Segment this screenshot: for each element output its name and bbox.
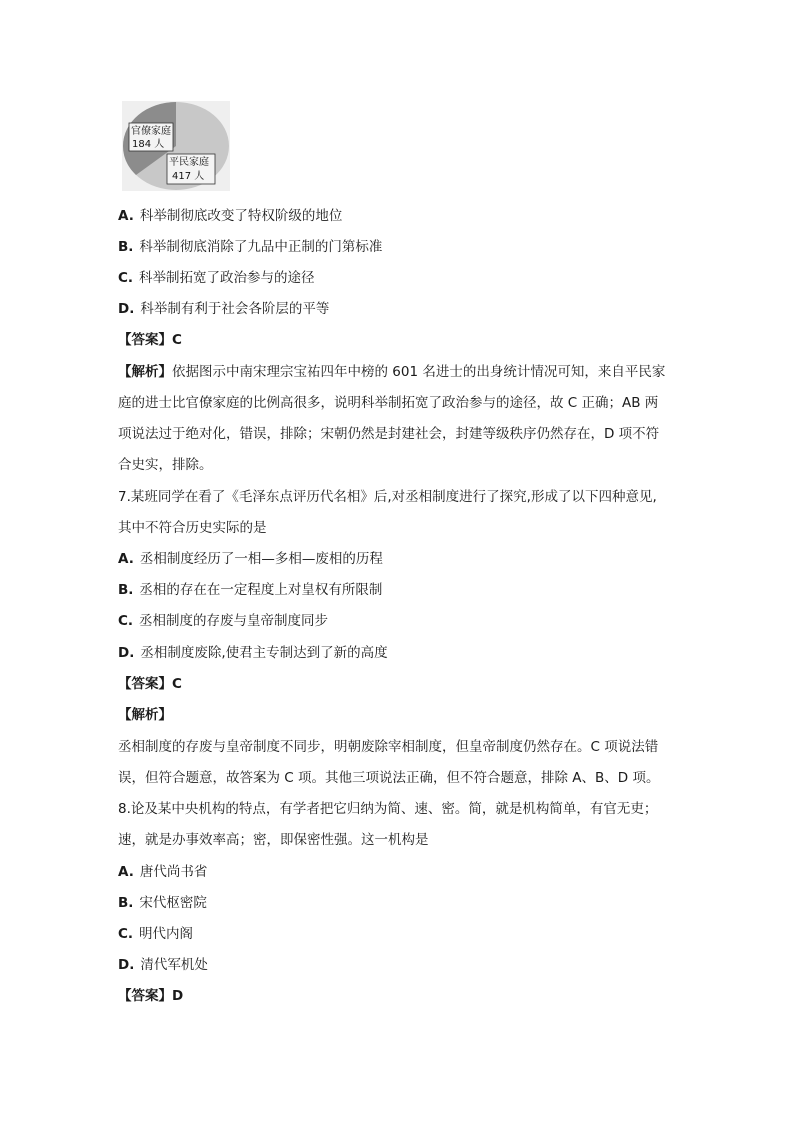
q8-option-d <box>118 955 208 975</box>
option-text: 丞相的存在在一定程度上对皇权有所限制 <box>139 582 383 598</box>
commoner-label: 平民家庭 <box>169 157 209 168</box>
q6-analysis-line-4: 合史实，排除。 <box>118 457 213 473</box>
answer-label: 【答案】 <box>118 988 172 1004</box>
q7-analysis-line-1: 丞相制度的存废与皇帝制度不同步，明朝废除宰相制度，但皇帝制度仍然存在。C 项说法错 <box>118 739 659 755</box>
answer-label: 【答案】 <box>118 676 172 692</box>
answer-value: C <box>172 332 182 348</box>
option-text: 科举制彻底改变了特权阶级的地位 <box>139 208 343 224</box>
option-letter: B. <box>118 239 134 255</box>
option-text: 清代军机处 <box>140 957 208 973</box>
option-letter: A. <box>118 864 134 880</box>
option-text: 丞相制度废除,使君主专制达到了新的高度 <box>140 645 388 661</box>
q7-option-a <box>118 549 383 569</box>
official-count: 184 人 <box>132 139 165 150</box>
q6-option-a <box>118 206 342 226</box>
option-text: 丞相制度的存废与皇帝制度同步 <box>139 613 329 629</box>
q6-analysis-line-2: 庭的进士比官僚家庭的比例高很多，说明科举制拓宽了政治参与的途径，故 C 正确；AB 两 <box>118 395 659 411</box>
q8-option-c <box>118 924 193 944</box>
option-letter: C. <box>118 926 134 942</box>
option-letter: A. <box>118 551 134 567</box>
q6-analysis-line-3: 项说法过于绝对化，错误，排除；宋朝仍然是封建社会，封建等级秩序仍然存在，D 项不符 <box>118 426 660 442</box>
option-letter: C. <box>118 270 134 286</box>
option-text: 唐代尚书省 <box>139 864 208 880</box>
option-text: 科举制拓宽了政治参与的途径 <box>139 270 315 286</box>
option-letter: B. <box>118 582 134 598</box>
q7-answer <box>118 674 182 694</box>
option-text: 明代内阁 <box>139 926 194 942</box>
commoner-count: 417 人 <box>172 171 205 182</box>
q6-option-c <box>118 268 315 288</box>
q7-option-d <box>118 643 388 663</box>
option-letter: D. <box>118 645 135 661</box>
official-label: 官僚家庭 <box>131 126 171 137</box>
q8-answer <box>118 986 183 1006</box>
option-letter: C. <box>118 613 134 629</box>
q6-analysis-line-1 <box>118 362 665 382</box>
option-letter: D. <box>118 301 135 317</box>
analysis-label: 【解析】 <box>118 364 172 380</box>
q7-stem-line-1: 7.某班同学在看了《毛泽东点评历代名相》后,对丞相制度进行了探究,形成了以下四种意见, <box>118 489 657 505</box>
q7-analysis-line-2: 误，但符合题意，故答案为 C 项。其他三项说法正确，但不符合题意，排除 A、B、D 项。 <box>118 770 660 786</box>
option-text: 宋代枢密院 <box>139 895 207 911</box>
option-text: 科举制彻底消除了九品中正制的门第标准 <box>139 239 383 255</box>
q7-option-b <box>118 580 382 600</box>
option-letter: D. <box>118 957 135 973</box>
q6-option-b <box>118 237 382 257</box>
q6-option-d <box>118 299 329 319</box>
q8-option-a <box>118 862 207 882</box>
q7-option-c <box>118 611 328 631</box>
answer-label: 【答案】 <box>118 332 172 348</box>
q8-stem-line-2: 速，就是办事效率高；密，即保密性强。这一机构是 <box>118 832 429 848</box>
q8-stem-line-1: 8.论及某中央机构的特点，有学者把它归纳为简、速、密。简，就是机构简单，有官无吏； <box>118 801 658 817</box>
q8-option-b <box>118 893 207 913</box>
option-text: 丞相制度经历了一相—多相—废相的历程 <box>139 551 383 567</box>
q7-analysis-label: 【解析】 <box>118 707 172 723</box>
option-text: 科举制有利于社会各阶层的平等 <box>140 301 330 317</box>
analysis-text: 依据图示中南宋理宗宝祐四年中榜的 601 名进士的出身统计情况可知，来自平民家 <box>172 364 666 380</box>
q7-stem-line-2: 其中不符合历史实际的是 <box>118 520 267 536</box>
answer-value: C <box>172 676 182 692</box>
pie-chart-figure <box>122 101 230 191</box>
answer-value: D <box>172 988 184 1004</box>
option-letter: A. <box>118 208 134 224</box>
q6-answer <box>118 330 182 350</box>
option-letter: B. <box>118 895 134 911</box>
